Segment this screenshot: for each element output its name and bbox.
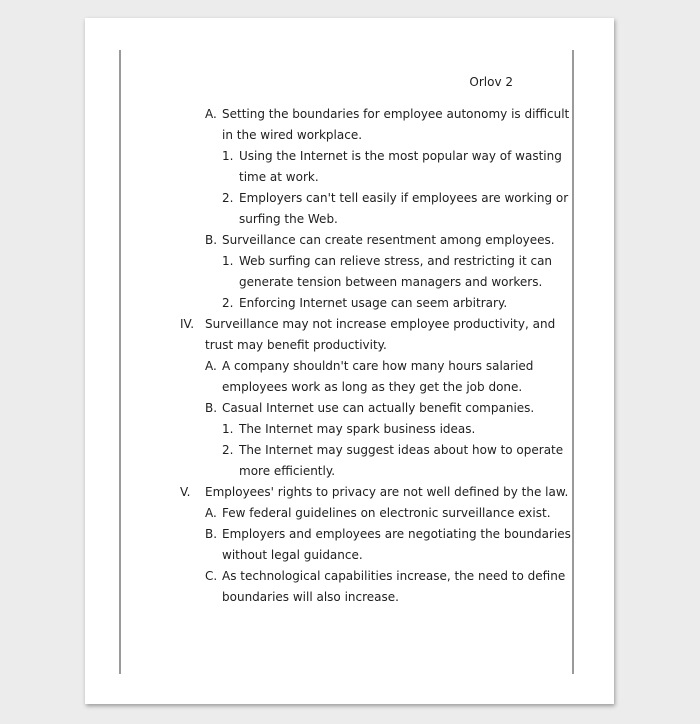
outline-text-line: Few federal guidelines on electronic surveillance exist. — [222, 506, 551, 520]
outline-text-line: in the wired workplace. — [222, 128, 363, 142]
outline-text-line: Using the Internet is the most popular way of wasting — [239, 149, 562, 163]
outline-marker: C. — [205, 569, 218, 583]
outline-marker: A. — [205, 506, 217, 520]
outline-text-line: boundaries will also increase. — [222, 590, 399, 604]
outline-item — [222, 419, 605, 440]
outline-text-line: Casual Internet use can actually benefit companies. — [222, 401, 535, 415]
outline-item — [180, 314, 605, 356]
outline-item — [222, 188, 605, 230]
outline-text-line: Employers and employees are negotiating the boundaries — [222, 527, 571, 541]
outline-text-line: Surveillance may not increase employee productivity, and — [205, 317, 556, 331]
outline-item — [205, 524, 605, 566]
outline-text-line: Setting the boundaries for employee autonomy is difficult — [222, 107, 570, 121]
outline-text-line: Employees' rights to privacy are not well defined by the law. — [205, 485, 569, 499]
outline-item — [205, 503, 605, 524]
outline-text-line: As technological capabilities increase, the need to define — [222, 569, 566, 583]
outline-marker: IV. — [180, 317, 195, 331]
outline-text-line: surfing the Web. — [239, 212, 338, 226]
outline-item — [222, 146, 605, 188]
outline-text-line: employees work as long as they get the job done. — [222, 380, 523, 394]
outline-marker: 1. — [222, 422, 234, 436]
outline-item — [205, 230, 605, 251]
outline-text-line: The Internet may suggest ideas about how to operate — [239, 443, 564, 457]
outline-marker: B. — [205, 401, 218, 415]
running-head: Orlov 2 — [469, 75, 513, 89]
outline-text-line: without legal guidance. — [222, 548, 363, 562]
outline-marker: B. — [205, 233, 218, 247]
outline-marker: B. — [205, 527, 218, 541]
outline-item — [222, 293, 605, 314]
outline-marker: 2. — [222, 443, 234, 457]
outline-text-line: time at work. — [239, 170, 319, 184]
outline-marker: A. — [205, 107, 217, 121]
outline-item — [205, 398, 605, 419]
outline-item — [180, 482, 605, 503]
outline-text-line: Employers can't tell easily if employees are working or — [239, 191, 569, 205]
outline-text-line: Web surfing can relieve stress, and restricting it can — [239, 254, 553, 268]
outline-item — [205, 356, 605, 398]
outline-text-line: The Internet may spark business ideas. — [239, 422, 476, 436]
outline-text-line: Surveillance can create resentment among employees. — [222, 233, 555, 247]
left-margin-line — [119, 50, 121, 674]
outline-text-line: A company shouldn't care how many hours salaried — [222, 359, 534, 373]
outline-text-line: generate tension between managers and workers. — [239, 275, 543, 289]
outline-item — [205, 566, 605, 608]
outline-marker: 1. — [222, 254, 234, 268]
outline-text-line: Enforcing Internet usage can seem arbitrary. — [239, 296, 508, 310]
document-page — [85, 18, 614, 704]
outline-marker: 1. — [222, 149, 234, 163]
outline-item — [222, 251, 605, 293]
outline-marker: 2. — [222, 296, 234, 310]
outline-item — [222, 440, 605, 482]
outline-text-line: more efficiently. — [239, 464, 336, 478]
outline-marker: V. — [180, 485, 191, 499]
outline-item — [205, 104, 605, 146]
outline-marker: A. — [205, 359, 217, 373]
outline-marker: 2. — [222, 191, 234, 205]
outline-text-line: trust may benefit productivity. — [205, 338, 387, 352]
